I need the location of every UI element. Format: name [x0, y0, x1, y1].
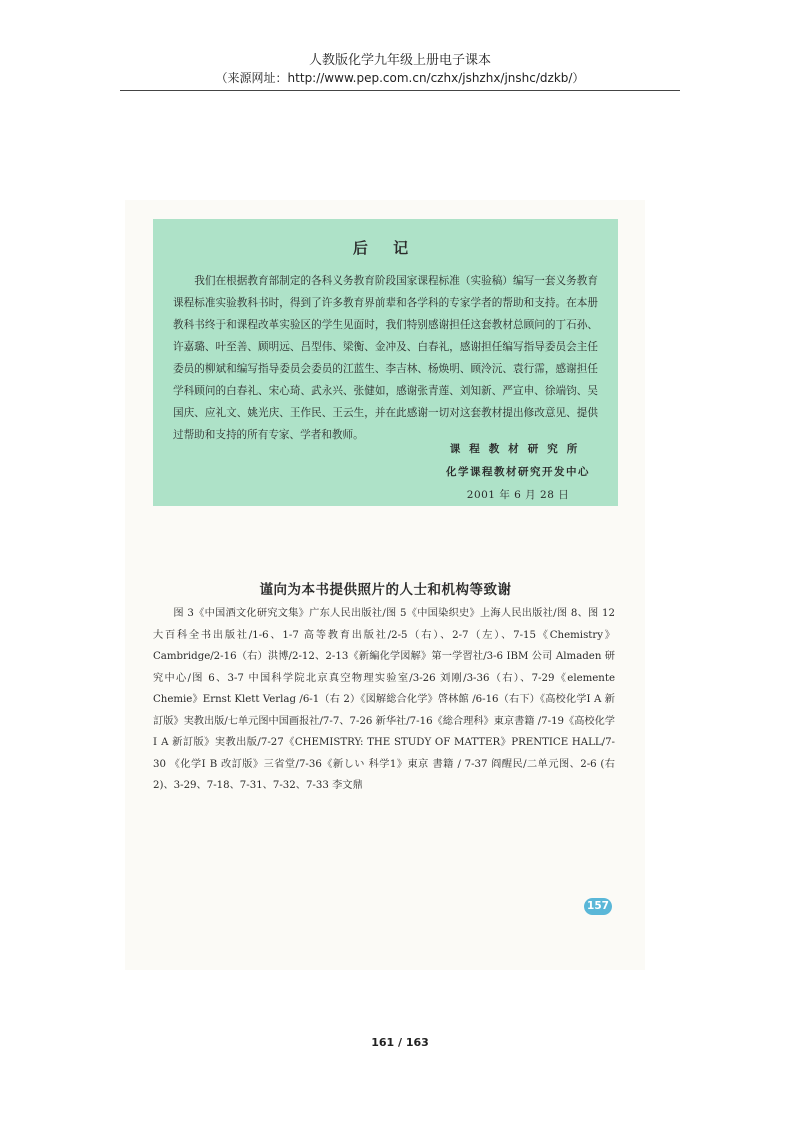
- afterword-signature-center: 化学课程教材研究开发中心: [446, 466, 590, 478]
- document-title: 人教版化学九年级上册电子课本: [308, 53, 491, 68]
- photo-credits-heading: 谨向为本书提供照片的人士和机构等致谢: [259, 582, 512, 598]
- afterword-signature-org: 课程教材研究所: [449, 443, 587, 455]
- afterword-title: 后 记: [352, 239, 419, 257]
- afterword-body: 我们在根据教育部制定的各科义务教育阶段国家课程标准（实验稿）编写一套义务教育课程标准实验教科书时，得到了许多教育界前辈和各学科的专家学者的帮助和支持。在本册教科书终于和课程改革实验区的学生见面时，我们特别感谢担任这套教材总顾问的丁石孙、许嘉璐、叶至善、顾明远、吕型伟、梁衡、金冲及、白春礼，感谢担任编写指导委员会主任委员的柳斌和编写指导委员会委员的江蓝生、李吉林、杨焕明、顾泠沅、袁行霈，感谢担任学科顾问的白春礼、宋心琦、武永兴、张健如，感谢张青莲、刘知新、严宣申、徐端钧、吴国庆、应礼文、姚光庆、王作民、王云生，并在此感谢一切对这套教材提出修改意见、提供过帮助和支持的所有专家、学者和教师。: [173, 275, 598, 441]
- photo-credits-body: 图 3《中国酒文化研究文集》广东人民出版社/图 5《中国染织史》上海人民出版社/图 8、图 12 大百科全书出版社/1-6、1-7 高等教育出版社/2-5（右）、2-7（左）、7-15《Chemistry》Cambridge/2-16（右）洪博/2-12、2-13《新編化学図解》第一学習社/3-6 IBM 公司 Almaden 研究中心/图 6、3-7 中国科学院北京真空物理实验室/3-26 刘刚/3-36（右）、7-29《elemente Chemie》Ernst Klett Verlag /6-1（右 2）《図解総合化学》啓林館 /6-16（右下）《高校化学Ⅰ A 新訂版》実教出版/七单元图中国画报社/7-7、7-26 新华社/7-16《総合理科》東京書籍 /7-19《高校化学Ⅰ A 新訂版》実教出版/7-27《CHEMISTRY: THE STUDY OF MATTER》PRENTICE HALL/7-30 《化学Ⅰ B 改訂版》三省堂/7-36《新しい 科学1》東京 書籍 / 7-37 阎醒民/二单元图、2-6 (右 2)、3-29、7-18、7-31、7-32、7-33 李文鼎: [153, 608, 615, 791]
- pdf-pagination: 161 / 163: [371, 1036, 429, 1049]
- document-header: [0, 52, 800, 87]
- header-divider: [120, 90, 680, 91]
- document-source-url: （来源网址：http://www.pep.com.cn/czhx/jshzhx/jnshc/dzkb/）: [215, 71, 585, 85]
- book-page-number-badge: 157: [584, 898, 612, 915]
- afterword-date: 2001 年 6 月 28 日: [466, 489, 570, 501]
- afterword-panel: [153, 219, 618, 506]
